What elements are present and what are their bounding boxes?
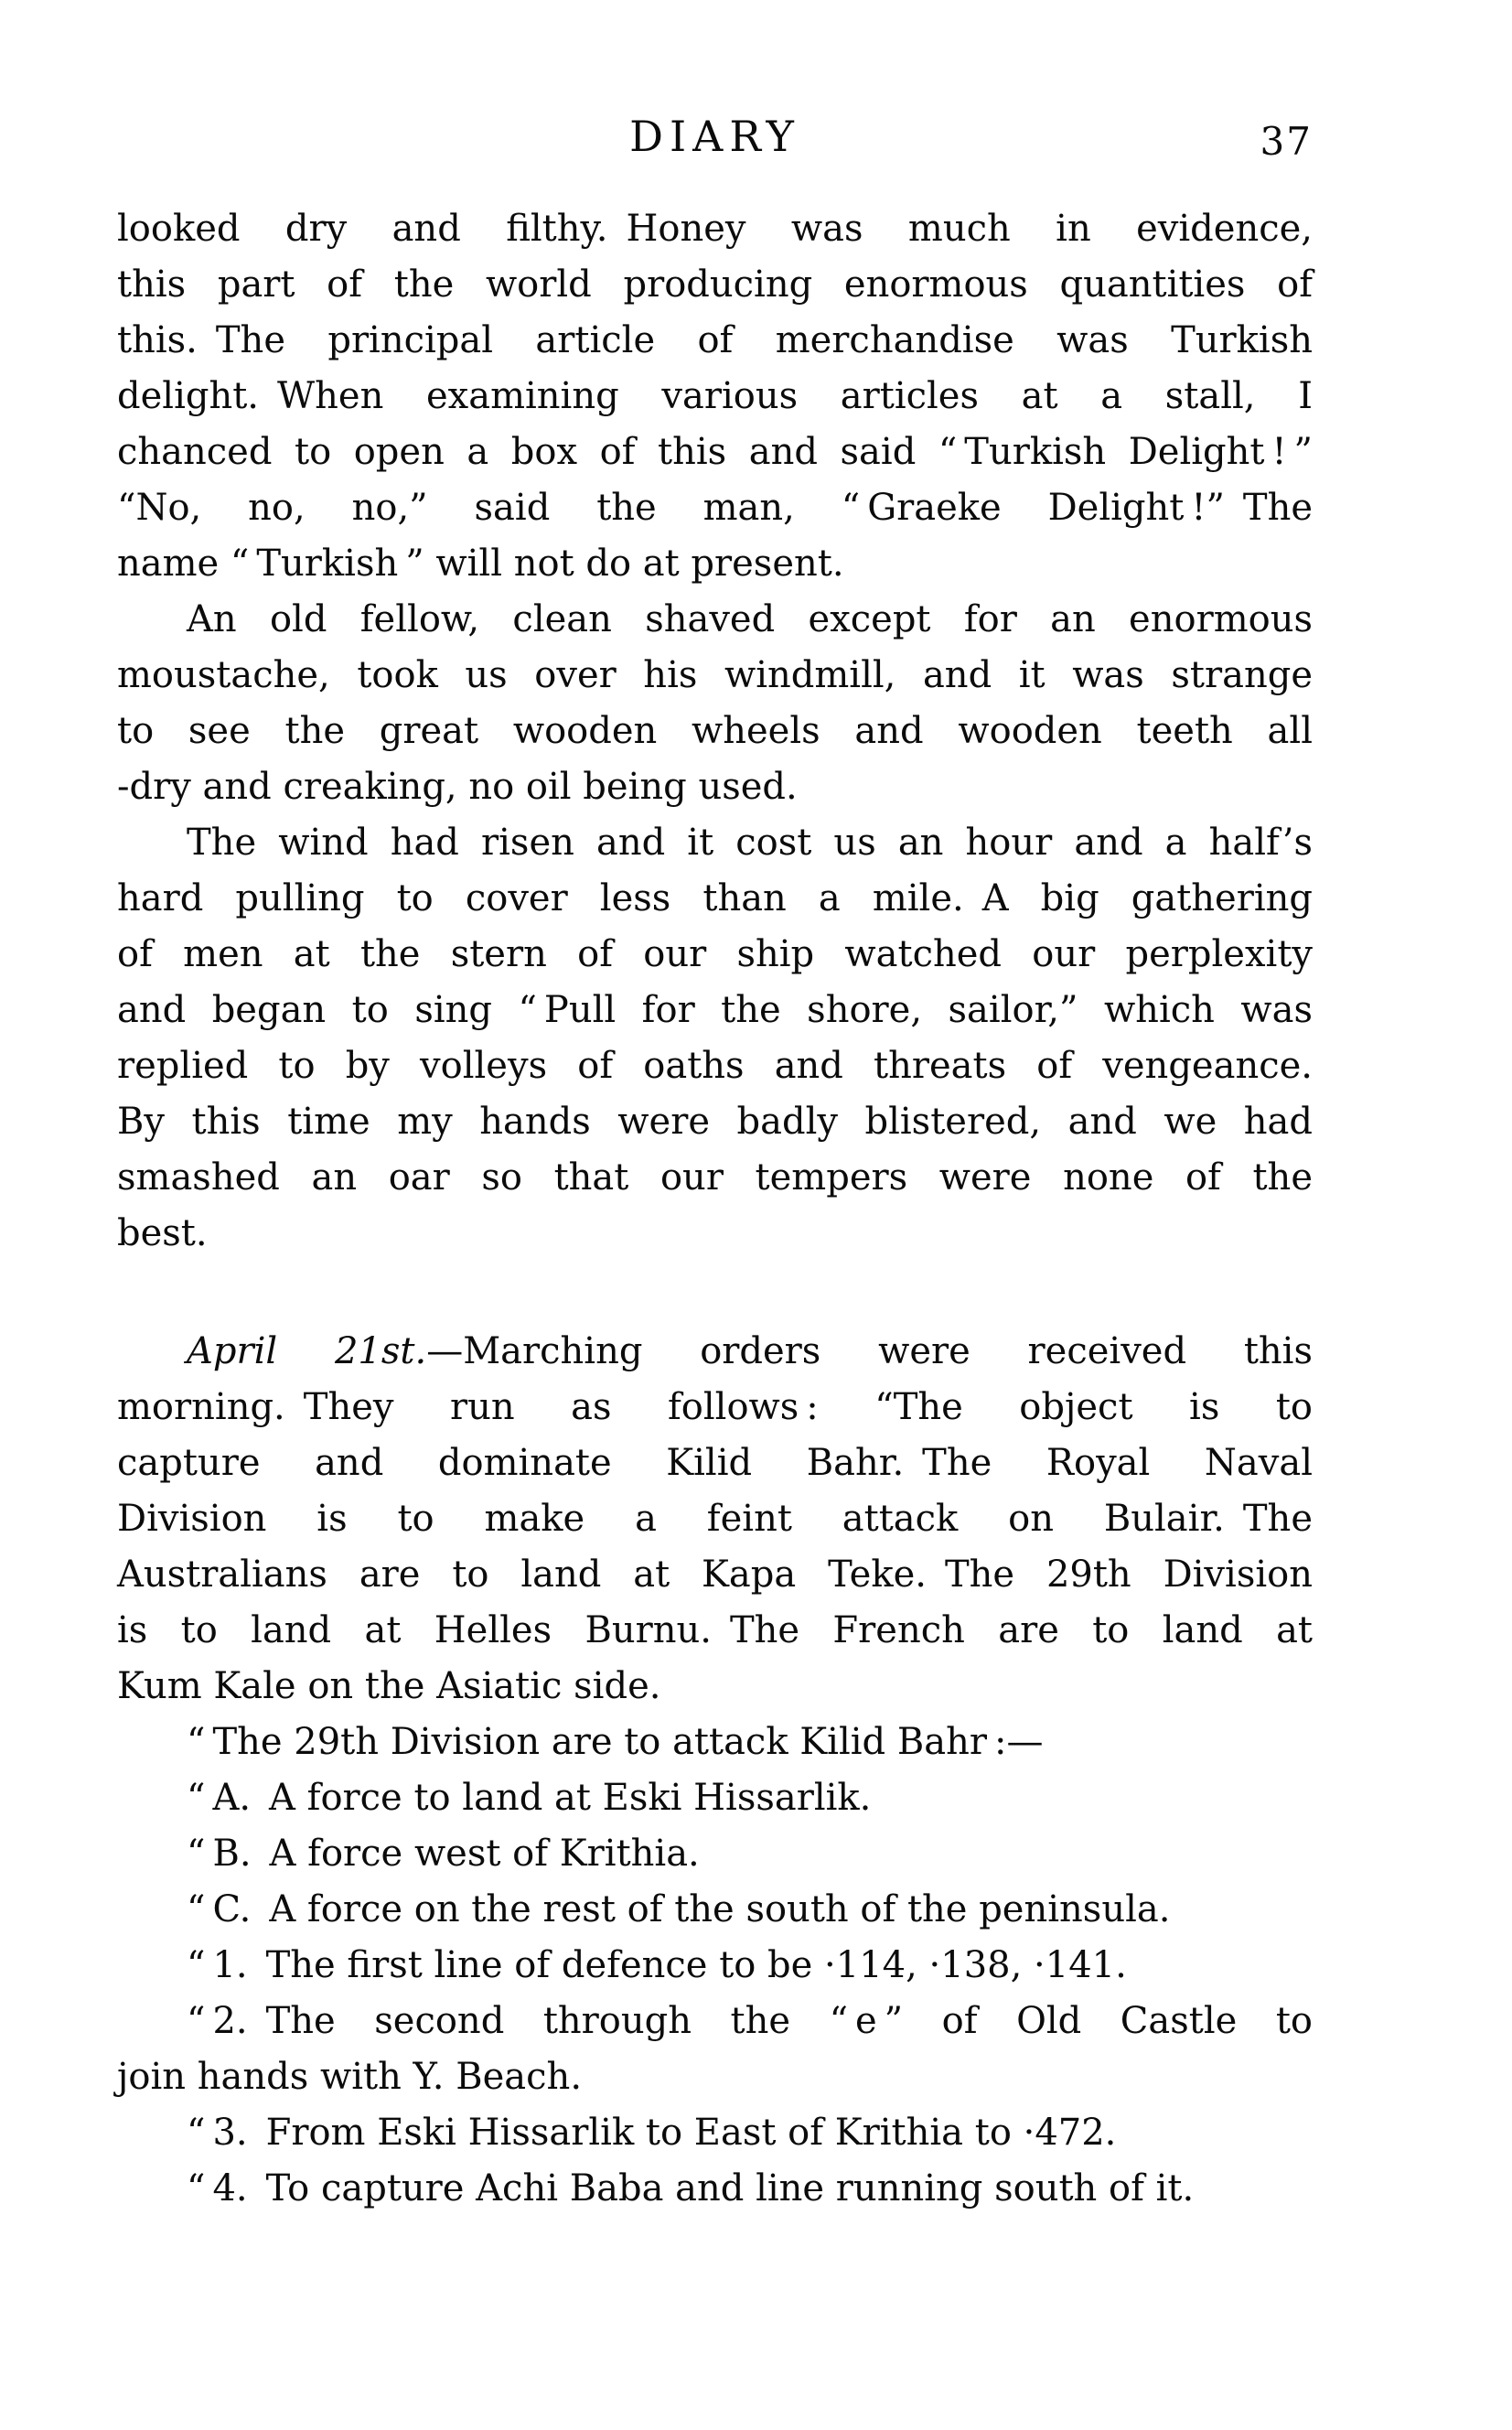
text-line: this part of the world producing enormous quantities of: [117, 263, 1313, 306]
text-line: “ B. A force west of Krithia.: [187, 1833, 700, 1875]
text-line: “ 3. From Eski Hissarlik to East of Krithia to ·472.: [187, 2112, 1117, 2154]
text-line: is to land at Helles Burnu. The French are to land at: [117, 1609, 1313, 1651]
paragraph-29th-division: [117, 1715, 1313, 1770]
paragraph-old-fellow: [117, 592, 1313, 815]
order-item-4: [117, 2161, 1313, 2217]
text-line: “ 4. To capture Achi Baba and line running south of it.: [187, 2167, 1195, 2210]
paragraph-continuation: [117, 201, 1313, 592]
order-item-c: [117, 1882, 1313, 1938]
text-line: The wind had risen and it cost us an hour and a half’s: [187, 822, 1313, 864]
text-line: [117, 1324, 1313, 1380]
text-line: moustache, took us over his windmill, and it was strange: [117, 654, 1313, 696]
text-line: and began to sing “ Pull for the shore, sailor,” which was: [117, 989, 1313, 1031]
text-line: looked dry and filthy. Honey was much in evidence,: [117, 208, 1313, 250]
diary-date: April 21st.: [187, 1330, 427, 1372]
running-title: DIARY: [629, 112, 800, 161]
text-line: “ 2. The second through the “ e ” of Old Castle to: [187, 2000, 1313, 2042]
order-item-3: [117, 2105, 1313, 2161]
text-line: By this time my hands were badly blistered, and we had: [117, 1101, 1313, 1143]
text-line: smashed an oar so that our tempers were none of the: [117, 1156, 1313, 1199]
order-item-a: [117, 1770, 1313, 1826]
text-line: join hands with Y. Beach.: [117, 2056, 583, 2098]
text-line: “ C. A force on the rest of the south of the peninsula.: [187, 1888, 1171, 1930]
text-line: of men at the stern of our ship watched our perplexity: [117, 933, 1313, 975]
text-line: “No, no, no,” said the man, “ Graeke Delight !” The: [117, 487, 1313, 529]
text-line: “ A. A force to land at Eski Hissarlik.: [187, 1777, 872, 1819]
text-line: Kum Kale on the Asiatic side.: [117, 1665, 661, 1707]
text-column: [117, 0, 1313, 2217]
page-header: [117, 110, 1313, 163]
text-line: name “ Turkish ” will not do at present.: [117, 543, 844, 585]
text-line: to see the great wooden wheels and wooden teeth all: [117, 710, 1313, 752]
text-line: chanced to open a box of this and said “ Turkish Delight ! ”: [117, 431, 1313, 473]
text-line: best.: [117, 1212, 208, 1254]
order-item-2: [117, 1994, 1313, 2105]
paragraph-april-21st: [117, 1324, 1313, 1715]
text-line: capture and dominate Kilid Bahr. The Royal Naval: [117, 1442, 1313, 1484]
page-number: 37: [1260, 119, 1313, 164]
text-line: “ 1. The first line of defence to be ·114, ·138, ·141.: [187, 1944, 1127, 1986]
text-line: this. The principal article of merchandise was Turkish: [117, 319, 1313, 361]
text-line: Division is to make a feint attack on Bulair. The: [117, 1498, 1313, 1540]
text-line: “ The 29th Division are to attack Kilid Bahr :—: [187, 1721, 1044, 1763]
page-body: [117, 201, 1313, 2217]
text-line: An old fellow, clean shaved except for an enormous: [187, 598, 1313, 640]
order-item-1: [117, 1938, 1313, 1994]
text-line: Australians are to land at Kapa Teke. The 29th Division: [117, 1554, 1313, 1596]
text-line: -dry and creaking, no oil being used.: [117, 766, 798, 808]
text-line: delight. When examining various articles at a stall, I: [117, 375, 1313, 417]
text-line: replied to by volleys of oaths and threats of vengeance.: [117, 1045, 1313, 1087]
paragraph-wind: [117, 815, 1313, 1262]
text-line: hard pulling to cover less than a mile. A big gathering: [117, 877, 1313, 919]
order-item-b: [117, 1826, 1313, 1882]
text-segment: —Marching orders were received this: [426, 1330, 1313, 1372]
text-line: morning. They run as follows : “The object is to: [117, 1386, 1313, 1428]
